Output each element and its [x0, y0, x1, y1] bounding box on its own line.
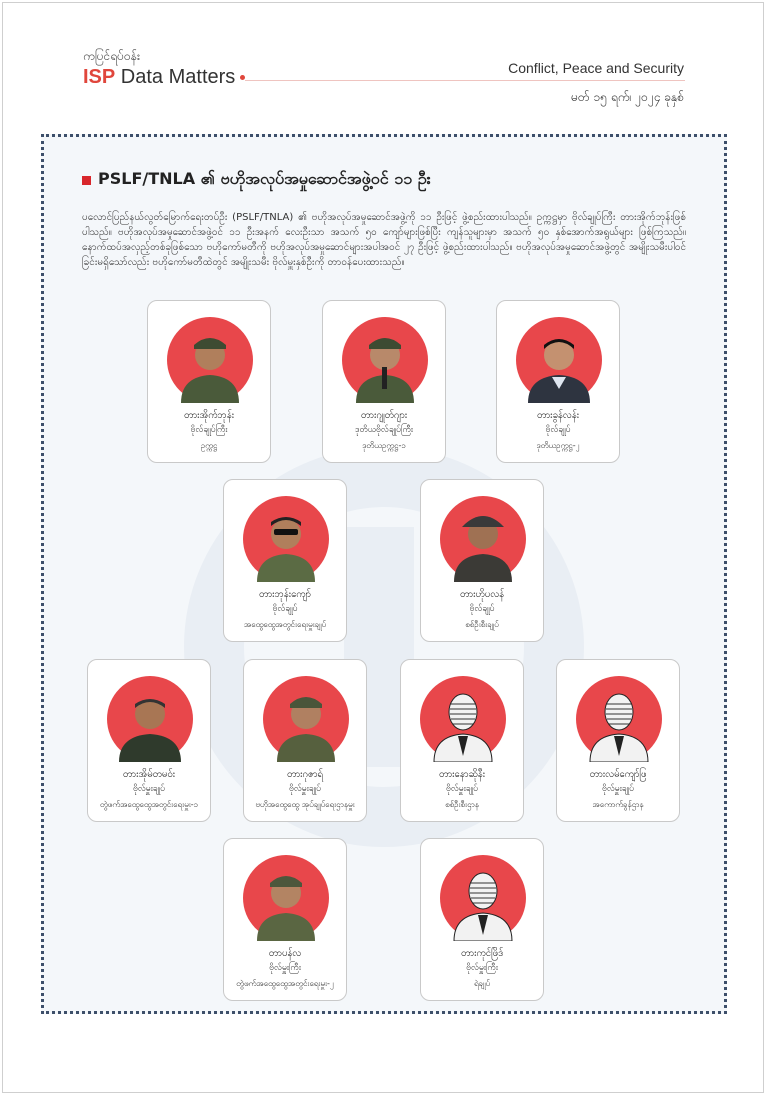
member-name: တားနောဆိုနီး	[438, 769, 486, 780]
member-rank: ဗိုလ်မှူးချုပ်	[601, 784, 635, 794]
member-rank: ဗိုလ်မှူးချုပ်	[288, 784, 322, 794]
suit-portrait-icon	[516, 317, 602, 403]
member-card	[87, 659, 211, 822]
publication-date: မတ် ၁၅ ရက်၊ ၂၀၂၄ ခုနှစ်	[571, 90, 684, 104]
member-card	[243, 659, 367, 822]
member-rank: ဗိုလ်ချုပ်ကြီး	[190, 425, 228, 435]
member-name: တားဂုဇာရ်	[286, 769, 323, 780]
intro-paragraph: ပလောင်ပြည်နယ်လွတ်မြောက်ရေးတပ်ဦး (PSLF/TNLA) ၏ ဗဟိုအလုပ်အမှုဆောင်အဖွဲ့ကို ၁၁ ဦးဖြင့် ဖွဲ့စည်းထားပါသည်။ ဥက္ကဋ္ဌမှာ ဗိုလ်ချုပ်ကြီး တားအိုက်ဘုန်းဖြစ်ပါသည်။ ဗဟိုအလုပ်အမှုဆောင်အဖွဲ့ဝင် ၁၁ ဦးအနက် လေးဦးသာ အသက် ၅၀ ကျော်များဖြစ်ပြီး ကျန်သူများမှာ အသက် ၅၀ နှစ်အောက်အရွယ်များ ဖြစ်ကြသည်။ နောက်ထပ်အလှည့်တစ်ခုဖြစ်သော ဗဟိုကော်မတီကို ဗဟိုအလုပ်အမှုဆောင်များအပါအဝင် ၂၇ ဦးဖြင့် ဖွဲ့စည်းထားပါသည်။ ဗဟိုအလုပ်အမှုဆောင်အဖွဲ့တွင် အမျိုးသမီးပါဝင်ခြင်းမရှိသော်လည်း ဗဟိုကော်မတီထဲတွင် အမျိုးသမီး ဗိုလ်မှူးနှစ်ဦးကို တာဝန်ပေးထားသည်။	[82, 212, 686, 268]
soldier-portrait-icon	[243, 496, 329, 582]
member-rank: ဗိုလ်မှူးကြီး	[269, 963, 301, 973]
brand-logo	[83, 66, 245, 89]
member-role: ဥက္ကဋ္ဌ	[200, 441, 218, 450]
member-role: အထွေထွေအတွင်းရေးမှူးချုပ်	[243, 620, 327, 629]
anonymous-sketch-portrait-icon	[440, 855, 526, 941]
member-name: တားဟိုပလန်	[459, 589, 505, 600]
member-role: ဗဟိုအထွေထွေ အုပ်ချုပ်ရေးဌာနမှူး	[255, 800, 355, 809]
member-rank: ဗိုလ်မှူးချုပ်	[445, 784, 479, 794]
member-rank: ဗိုလ်ချုပ်	[469, 604, 495, 614]
member-role: ဒုတိယဥက္ကဋ္ဌ-၁	[362, 441, 406, 450]
section-name: Conflict, Peace and Security	[508, 60, 684, 76]
member-card	[322, 300, 446, 463]
soldier-portrait-icon	[167, 317, 253, 403]
member-role: ရဲချုပ်	[473, 979, 491, 988]
member-card	[223, 838, 347, 1001]
title-marker-icon	[82, 176, 91, 185]
brand-isp: ISP	[83, 66, 116, 88]
org-name-small: ကပြင်ရပ်ဝန်း	[83, 49, 140, 63]
member-rank: ဗိုလ်ချုပ်	[272, 604, 298, 614]
member-role: အကောက်ခွန်ဌာန	[592, 800, 644, 809]
member-name: တားကုင်ဖြိဒ်	[460, 948, 504, 959]
member-role: တွဲဖက်အထွေထွေအတွင်းရေးမှူး-၁	[99, 800, 199, 809]
member-name: တာပန်လ	[268, 948, 302, 959]
anonymous-sketch-portrait-icon	[576, 676, 662, 762]
member-role: တွဲဖက်အထွေထွေအတွင်းရေးမှူး-၂	[236, 979, 334, 988]
header-divider	[245, 80, 685, 81]
page-title: PSLF/TNLA ၏ ဗဟိုအလုပ်အမှုဆောင်အဖွဲ့ဝင် ၁၁ ဦး	[98, 169, 431, 188]
member-card	[147, 300, 271, 463]
member-card	[556, 659, 680, 822]
member-card	[400, 659, 524, 822]
brand-data-matters: Data Matters	[115, 66, 236, 88]
member-name: တားဂျုတ်ဂျား	[360, 410, 408, 421]
member-rank: ဗိုလ်မှူးကြီး	[466, 963, 498, 973]
member-card	[223, 479, 347, 642]
member-name: တားဘုန်းကျော်	[259, 589, 311, 600]
member-name: တားအိုမ်တမဝ်း	[122, 769, 176, 780]
member-role: ဒုတိယဥက္ကဋ္ဌ-၂	[536, 441, 580, 450]
member-rank: ဗိုလ်ချုပ်	[545, 425, 571, 435]
member-card	[420, 479, 544, 642]
soldier-portrait-icon	[243, 855, 329, 941]
member-rank: ဒုတိယဗိုလ်ချုပ်ကြီး	[355, 425, 413, 435]
member-name: တားခွန်လန်း	[536, 410, 580, 421]
member-name: တားလမ်ကျော်ဖြ	[589, 769, 647, 780]
civilian-portrait-icon	[107, 676, 193, 762]
soldier-portrait-icon	[263, 676, 349, 762]
soldier-portrait-icon	[342, 317, 428, 403]
soldier-portrait-icon	[440, 496, 526, 582]
anonymous-sketch-portrait-icon	[420, 676, 506, 762]
member-rank: ဗိုလ်မှူးချုပ်	[132, 784, 166, 794]
member-role: စစ်ဦးစီးချုပ်	[465, 620, 499, 629]
member-role: စစ်ဦးစီးဌာန	[445, 800, 479, 809]
member-card	[496, 300, 620, 463]
member-card	[420, 838, 544, 1001]
member-name: တားအိုက်ဘုန်း	[183, 410, 235, 421]
